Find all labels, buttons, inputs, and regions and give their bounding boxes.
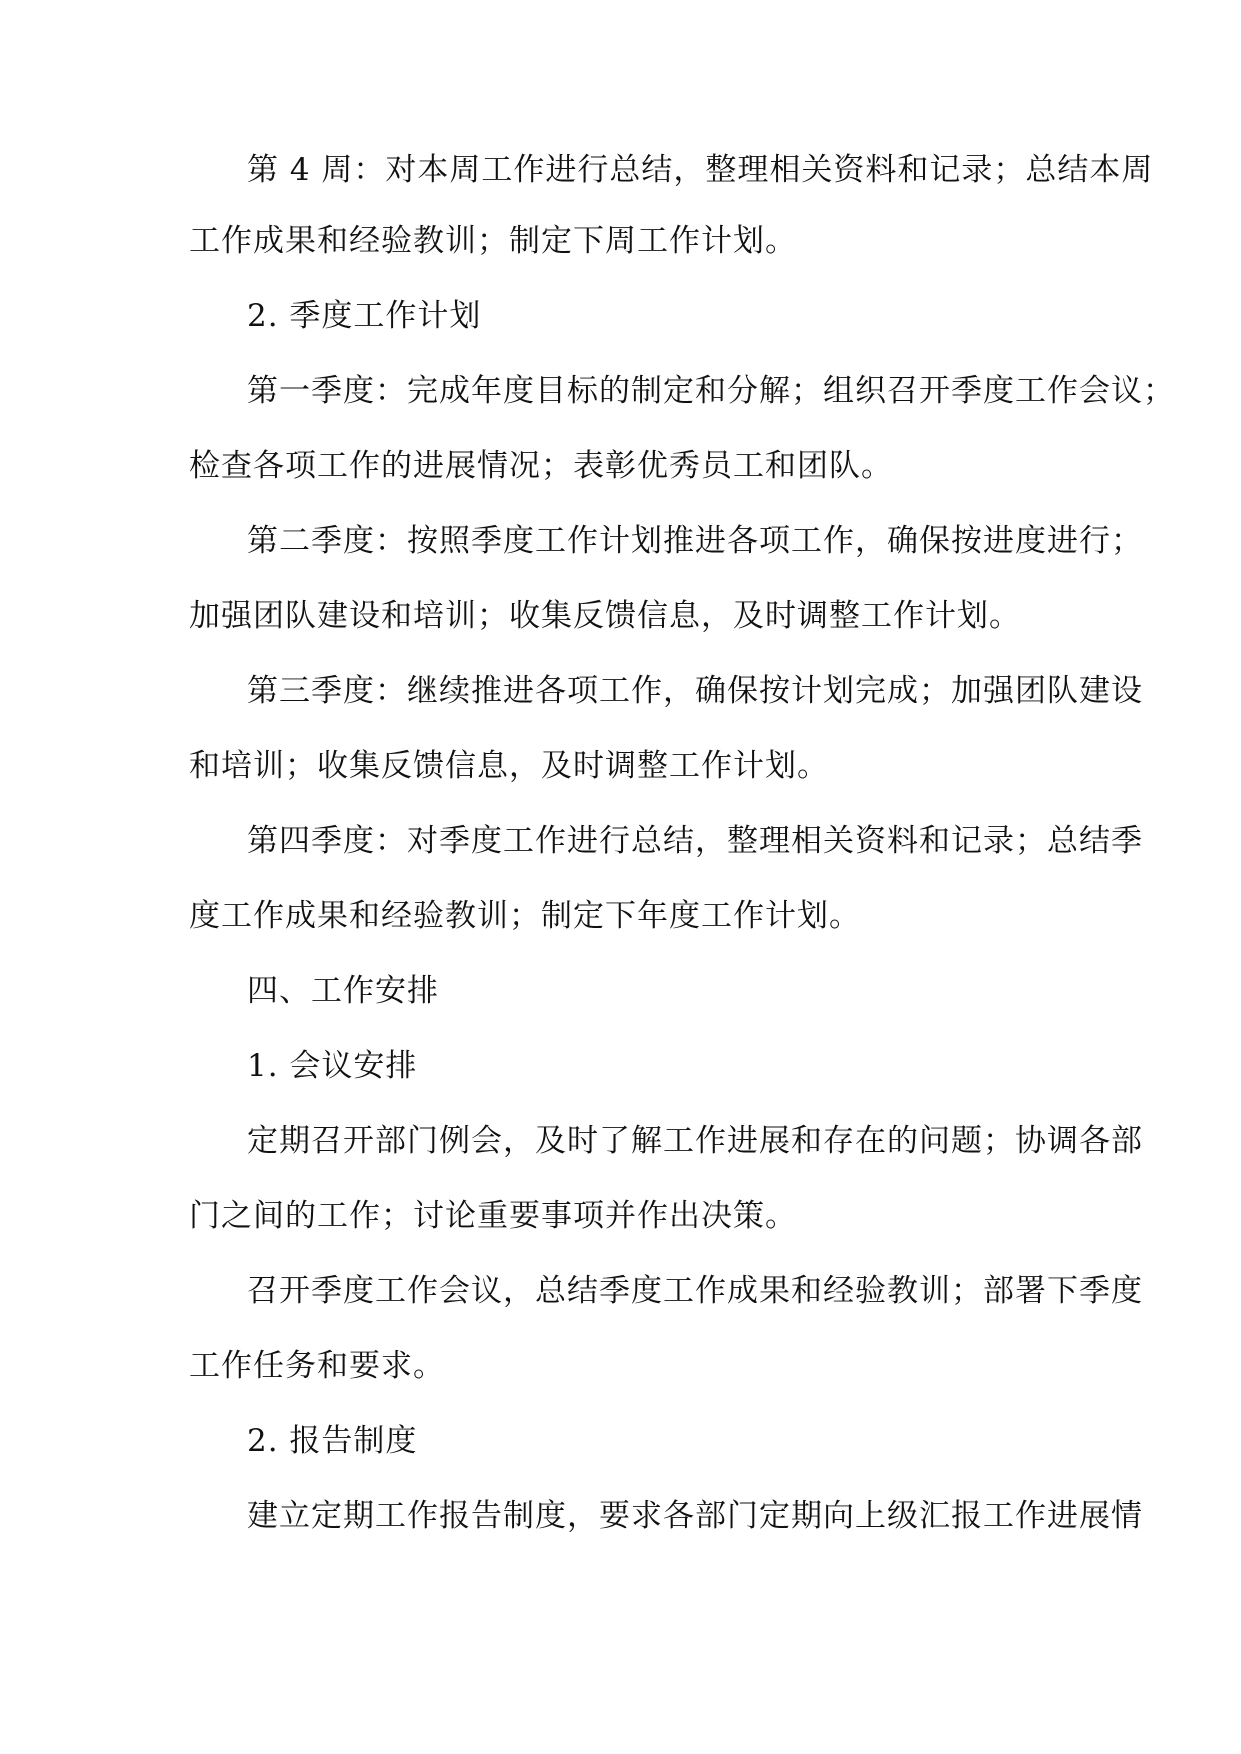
week4-paragraph-line-1: 第 4 周：对本周工作进行总结，整理相关资料和记录；总结本周 (247, 152, 1154, 188)
meeting-paragraph-2-line-1: 召开季度工作会议，总结季度工作成果和经验教训；部署下季度 (247, 1273, 1143, 1309)
q1-paragraph-line-1: 第一季度：完成年度目标的制定和分解；组织召开季度工作会议； (247, 373, 1175, 409)
report-system-heading: 2. 报告制度 (247, 1423, 418, 1459)
q3-paragraph-line-2: 和培训；收集反馈信息，及时调整工作计划。 (189, 748, 829, 784)
meeting-paragraph-2-line-2: 工作任务和要求。 (189, 1348, 445, 1384)
q2-paragraph-line-1: 第二季度：按照季度工作计划推进各项工作，确保按进度进行； (247, 523, 1143, 559)
work-arrangement-heading: 四、工作安排 (247, 973, 439, 1009)
quarterly-plan-heading: 2. 季度工作计划 (247, 298, 482, 334)
meeting-paragraph-1-line-1: 定期召开部门例会，及时了解工作进展和存在的问题；协调各部 (247, 1123, 1143, 1159)
meeting-paragraph-1-line-2: 门之间的工作；讨论重要事项并作出决策。 (189, 1198, 797, 1234)
q3-paragraph-line-1: 第三季度：继续推进各项工作，确保按计划完成；加强团队建设 (247, 673, 1143, 709)
week4-paragraph-line-2: 工作成果和经验教训；制定下周工作计划。 (189, 223, 797, 259)
q2-paragraph-line-2: 加强团队建设和培训；收集反馈信息，及时调整工作计划。 (189, 598, 1021, 634)
q1-paragraph-line-2: 检查各项工作的进展情况；表彰优秀员工和团队。 (189, 448, 893, 484)
q4-paragraph-line-1: 第四季度：对季度工作进行总结，整理相关资料和记录；总结季 (247, 823, 1143, 859)
report-paragraph-line-1: 建立定期工作报告制度，要求各部门定期向上级汇报工作进展情 (247, 1498, 1143, 1534)
meeting-arrangement-heading: 1. 会议安排 (247, 1048, 418, 1084)
q4-paragraph-line-2: 度工作成果和经验教训；制定下年度工作计划。 (189, 898, 861, 934)
